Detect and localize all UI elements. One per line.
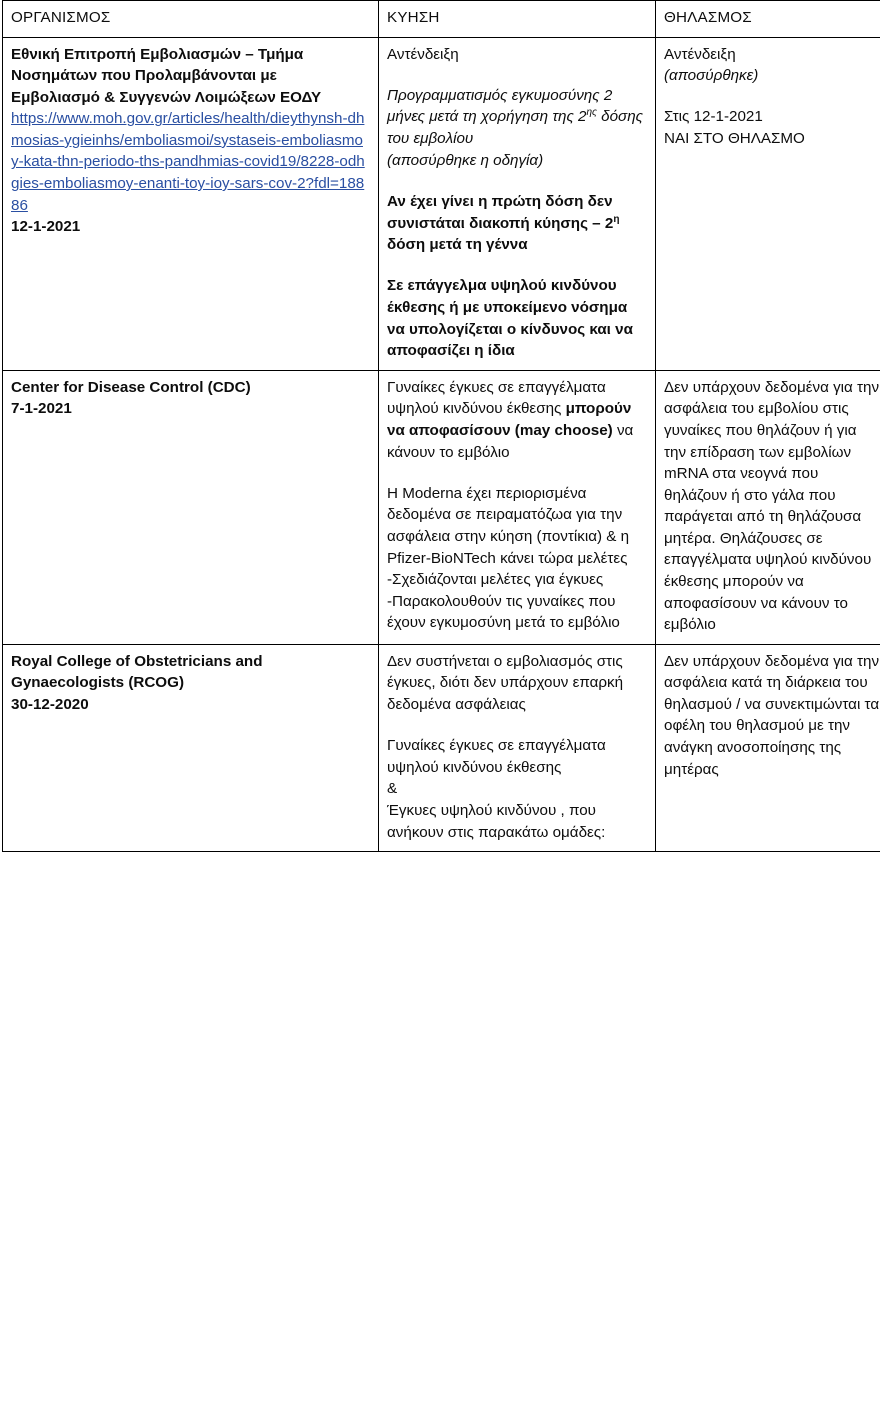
cell-organisation <box>3 644 379 851</box>
pregnancy-manufacturer-data: Η Moderna έχει περιορισμένα δεδομένα σε πειραματόζωα για την ασφάλεια στην κύηση (ποντίκια) & η Pfizer-BioNTech κάνει τώρα μελέτες <box>387 484 630 567</box>
pregnancy-high-risk-note: Σε επάγγελμα υψηλού κινδύνου έκθεσης ή με υποκείμενο νόσημα να υπολογίζεται ο κίνδυνος και να αποφασίζει η ίδια <box>387 277 633 360</box>
statement-text-b: να κάνουν το εμβόλιο <box>387 421 634 461</box>
pregnancy-monitoring: -Παρακολουθούν τις γυναίκες που έχουν εγκυμοσύνη μετά το εμβόλιο <box>387 592 620 632</box>
withdrawn-guidance-text-a: Προγραμματισμός εγκυμοσύνης 2 μήνες μετά τη χορήγηση της 2 <box>387 86 613 126</box>
pregnancy-withdrawn-guidance <box>387 85 647 150</box>
spacer <box>387 256 647 276</box>
source-url-link[interactable]: https://www.moh.gov.gr/articles/health/dieythynsh-dhmosias-ygieinhs/emboliasmoi/systaseis-emboliasmoy-kata-thn-periodo-ths-pandhmias-covid19/8228-odhgies-emboliasmoy-enanti-toy-ioy-sars-cov-2?fdl=18886 <box>11 110 365 214</box>
table-row <box>3 370 880 644</box>
first-dose-text-a: Αν έχει γίνει η πρώτη δόση δεν συνιστάται διακοπή κύησης – 2 <box>387 192 614 232</box>
organisation-name: Εθνική Επιτροπή Εμβολιασμών – Τμήμα Νοσημάτων που Προλαμβάνονται με Εμβολιασμό & Συγγενών Λοιμώξεων ΕΟΔΥ <box>11 45 322 106</box>
table-body <box>3 37 880 852</box>
table-header-row <box>3 1 880 38</box>
pregnancy-conjunction: & <box>387 780 398 798</box>
cell-breastfeeding <box>656 370 880 644</box>
withdrawn-guidance-text-b: δόσης του εμβολίου <box>387 108 644 148</box>
table-row <box>3 37 880 370</box>
breastfeeding-update-date: Στις 12-1-2021 <box>664 108 763 126</box>
cell-pregnancy <box>379 370 656 644</box>
vaccination-guidance-table <box>2 0 880 852</box>
ordinal-suffix: ης <box>586 107 597 119</box>
organisation-date: 12-1-2021 <box>11 218 81 236</box>
spacer <box>387 715 647 735</box>
pregnancy-first-dose-note <box>387 191 647 256</box>
ordinal-suffix: η <box>613 213 620 225</box>
cell-breastfeeding <box>656 644 880 851</box>
spacer <box>387 171 647 191</box>
pregnancy-high-risk-occupation: Γυναίκες έγκυες σε επαγγέλματα υψηλού κινδύνου έκθεσης <box>387 737 606 776</box>
organisation-date: 7-1-2021 <box>11 400 72 418</box>
statement-emphasis: μπορούν να αποφασίσουν (may choose) <box>387 400 632 439</box>
spacer <box>664 87 880 107</box>
pregnancy-planned-studies: -Σχεδιάζονται μελέτες για έγκυες <box>387 571 604 589</box>
organisation-name: Royal College of Obstetricians and Gynaecologists (RCOG) <box>11 652 263 692</box>
spacer <box>387 65 647 85</box>
cell-organisation <box>3 37 379 370</box>
first-dose-text-b: δόση μετά τη γέννα <box>387 236 528 254</box>
organisation-name: Center for Disease Control (CDC) <box>11 378 251 396</box>
breastfeeding-withdrawn-note: (αποσύρθηκε) <box>664 67 759 85</box>
pregnancy-statement: Αντένδειξη <box>387 45 459 63</box>
breastfeeding-statement: Δεν υπάρχουν δεδομένα για την ασφάλεια του εμβολίου στις γυναίκες που θηλάζουν ή για την επίδραση των εμβολίων mRNA στα νεογνά που θηλάζουν ή στο γάλα που παράγεται από τη θηλάζουσα μητέρα. Θηλάζουσες σε επαγγέλματα υψηλού κινδύνου έκθεσης μπορούν να αποφασίσουν να κάνουν το εμβόλιο <box>664 378 880 634</box>
table-header <box>3 1 880 38</box>
pregnancy-high-risk-groups: Έγκυες υψηλού κινδύνου , που ανήκουν στις παρακάτω ομάδες: <box>387 801 606 841</box>
column-header-organisation: ΟΡΓΑΝΙΣΜΟΣ <box>3 1 379 38</box>
cell-breastfeeding <box>656 37 880 370</box>
column-header-pregnancy: ΚΥΗΣΗ <box>379 1 656 38</box>
pregnancy-not-recommended: Δεν συστήνεται ο εμβολιασμός στις έγκυες, διότι δεν υπάρχουν επαρκή δεδομένα ασφάλειας <box>387 652 624 713</box>
column-header-breastfeeding: ΘΗΛΑΣΜΟΣ <box>656 1 880 38</box>
table-row <box>3 644 880 851</box>
cell-pregnancy <box>379 37 656 370</box>
cell-pregnancy <box>379 644 656 851</box>
statement-text-a: Γυναίκες έγκυες σε επαγγέλματα υψηλού κινδύνου έκθεσης <box>387 378 606 418</box>
breastfeeding-statement: Δεν υπάρχουν δεδομένα για την ασφάλεια κατά τη διάρκεια του θηλασμού / να συνεκτιμώνται τα οφέλη του θηλασμού με την ανάγκη ανοσοποίησης της μητέρας <box>664 652 880 778</box>
breastfeeding-update-statement: ΝΑΙ ΣΤΟ ΘΗΛΑΣΜΟ <box>664 130 805 148</box>
pregnancy-high-risk-statement <box>387 377 647 463</box>
pregnancy-withdrawn-note: (αποσύρθηκε η οδηγία) <box>387 151 544 169</box>
breastfeeding-statement: Αντένδειξη <box>664 45 736 63</box>
organisation-date: 30-12-2020 <box>11 695 89 713</box>
cell-organisation <box>3 370 379 644</box>
spacer <box>387 463 647 483</box>
